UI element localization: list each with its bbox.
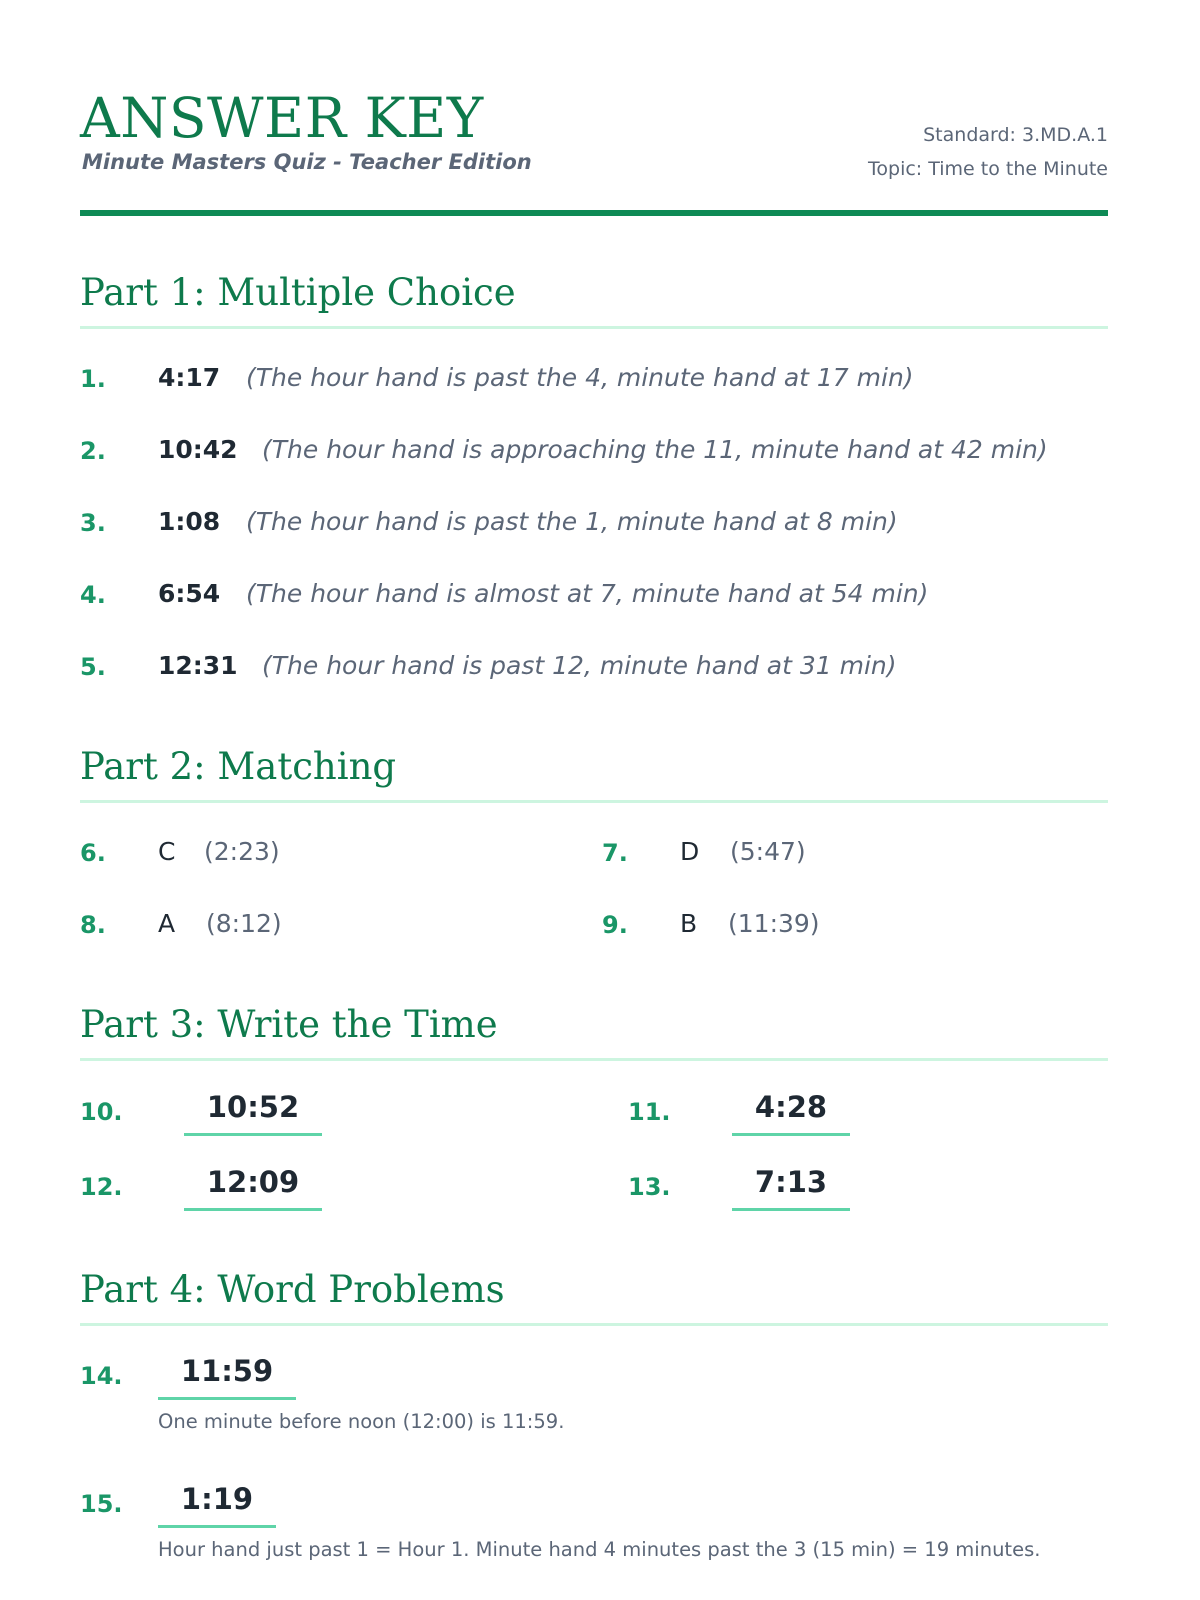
answer-time: 10:42 [158, 435, 238, 464]
part1-title: Part 1: Multiple Choice [80, 271, 516, 314]
part2-divider [80, 800, 1108, 803]
part2-title: Part 2: Matching [80, 745, 397, 788]
answer-time: 12:31 [158, 651, 238, 680]
match-time: (5:47) [730, 837, 806, 866]
match-time: (8:12) [206, 909, 282, 938]
question-number: 4. [80, 581, 106, 609]
answer-line [732, 1208, 850, 1211]
answer-note: Hour hand just past 1 = Hour 1. Minute hand 4 minutes past the 3 (15 min) = 19 minutes. [158, 1538, 1041, 1561]
page-subtitle: Minute Masters Quiz - Teacher Edition [82, 150, 532, 174]
answer-line [184, 1208, 322, 1211]
part4-divider [80, 1323, 1108, 1326]
question-number: 8. [80, 911, 106, 939]
topic-label: Topic: Time to the Minute [868, 158, 1108, 180]
question-number: 7. [602, 839, 628, 867]
part3-divider [80, 1058, 1108, 1061]
question-number: 15. [80, 1490, 123, 1518]
answer-time: 1:08 [158, 507, 221, 536]
answer-explanation: (The hour hand is past the 1, minute hand at 8 min) [246, 507, 898, 536]
answer-explanation: (The hour hand is almost at 7, minute hand at 54 min) [246, 579, 929, 608]
part3-title: Part 3: Write the Time [80, 1003, 498, 1046]
question-number: 1. [80, 365, 106, 393]
answer-explanation: (The hour hand is past the 4, minute hand at 17 min) [246, 363, 914, 392]
answer-line [732, 1133, 850, 1136]
match-letter: B [680, 909, 698, 938]
match-letter: C [158, 837, 176, 866]
match-time: (2:23) [204, 837, 280, 866]
question-number: 13. [628, 1173, 671, 1201]
answer-line [158, 1525, 276, 1528]
answer-note: One minute before noon (12:00) is 11:59. [158, 1410, 565, 1433]
question-number: 12. [80, 1173, 123, 1201]
question-number: 6. [80, 839, 106, 867]
answer-time: 4:17 [158, 363, 221, 392]
question-number: 10. [80, 1098, 123, 1126]
match-time: (11:39) [728, 909, 820, 938]
question-number: 9. [602, 911, 628, 939]
written-answer: 7:13 [754, 1165, 828, 1199]
answer-line [158, 1397, 296, 1400]
question-number: 2. [80, 437, 106, 465]
written-answer: 11:59 [180, 1354, 274, 1388]
written-answer: 12:09 [206, 1165, 300, 1199]
part4-title: Part 4: Word Problems [80, 1268, 505, 1311]
answer-explanation: (The hour hand is past 12, minute hand at 31 min) [262, 651, 897, 680]
page-header [80, 80, 1108, 216]
question-number: 11. [628, 1098, 671, 1126]
answer-explanation: (The hour hand is approaching the 11, minute hand at 42 min) [262, 435, 1048, 464]
match-letter: A [158, 909, 176, 938]
question-number: 14. [80, 1362, 123, 1390]
header-divider [80, 210, 1108, 216]
answer-line [184, 1133, 322, 1136]
written-answer: 10:52 [206, 1090, 300, 1124]
written-answer: 4:28 [754, 1090, 828, 1124]
part1-divider [80, 326, 1108, 329]
match-letter: D [680, 837, 700, 866]
written-answer: 1:19 [180, 1482, 254, 1516]
question-number: 3. [80, 509, 106, 537]
standard-label: Standard: 3.MD.A.1 [923, 124, 1108, 146]
standard-info [868, 118, 1108, 186]
page-title: ANSWER KEY [80, 86, 484, 150]
question-number: 5. [80, 653, 106, 681]
answer-time: 6:54 [158, 579, 221, 608]
